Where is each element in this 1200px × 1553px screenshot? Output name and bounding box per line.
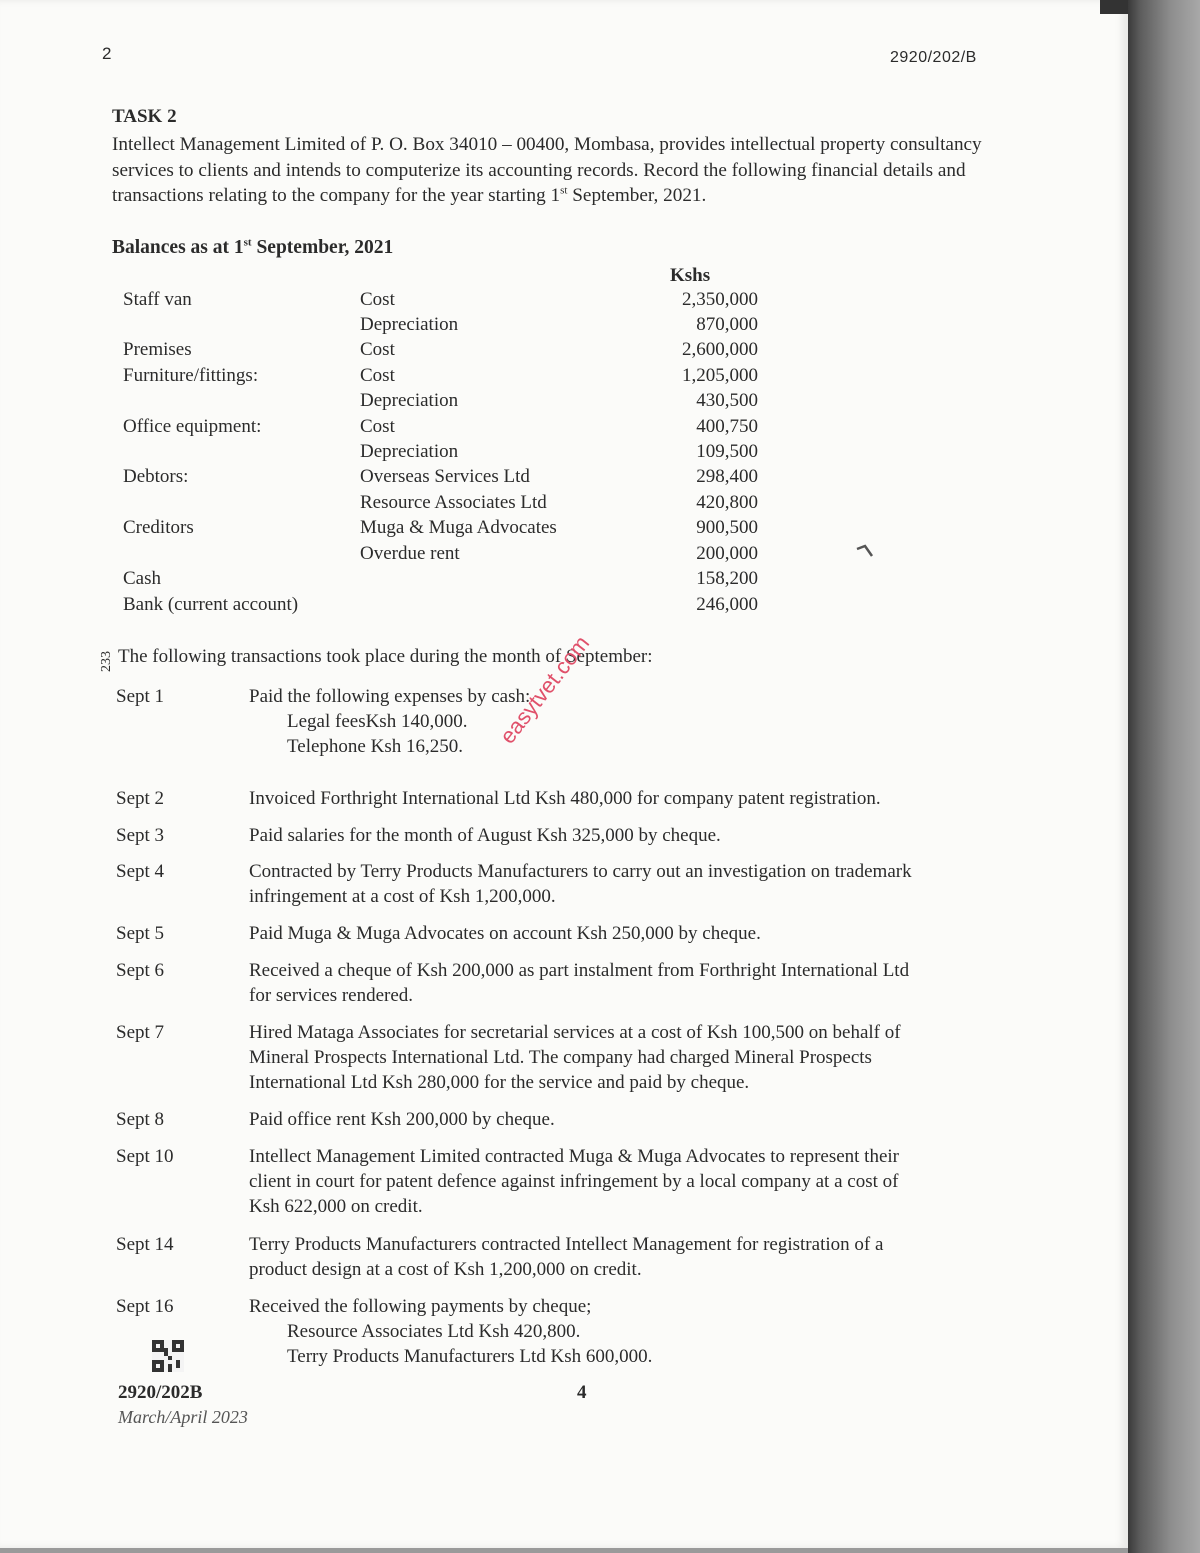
task-intro: Intellect Management Limited of P. O. Box 34010 – 00400, Mombasa, provides intellectual property consultancy services to clients and intends to computerize its accounting records. Record the following financial details and transactions relating to the company for the year starting 1st September, 2021. — [112, 134, 982, 206]
table-row: Creditors Muga & Muga Advocates 900,500 — [123, 517, 758, 538]
table-row: Furniture/fittings: Cost 1,205,000 — [123, 365, 758, 386]
table-row: Cash 158,200 — [123, 568, 758, 589]
table-row: Depreciation 430,500 — [360, 390, 758, 411]
transactions-intro: The following transactions took place during the month of September: — [118, 646, 653, 667]
balances-title: Balances as at 1st September, 2021 — [112, 236, 394, 258]
page-number: 2 — [102, 44, 112, 63]
task-title: TASK 2 — [112, 106, 177, 127]
table-row: Premises Cost 2,600,000 — [123, 339, 758, 360]
side-number: 233 — [99, 651, 114, 672]
pen-mark-icon — [856, 544, 874, 558]
table-row: Office equipment: Cost 400,750 — [123, 416, 758, 437]
footer-page-number: 4 — [577, 1382, 587, 1403]
table-row: Overdue rent 200,000 — [360, 543, 758, 564]
table-row: Depreciation 870,000 — [360, 314, 758, 335]
exam-session: March/April 2023 — [118, 1407, 248, 1427]
paper-code-header: 2920/202/B — [890, 49, 977, 66]
table-row: Bank (current account) 246,000 — [123, 594, 758, 615]
table-row: Debtors: Overseas Services Ltd 298,400 — [123, 466, 758, 487]
scan-edge-shadow — [1128, 0, 1200, 1553]
table-row: Depreciation 109,500 — [360, 441, 758, 462]
scan-edge-corner — [1100, 0, 1128, 14]
paper-code-footer: 2920/202B — [118, 1382, 203, 1403]
watermark: easytvet.com — [494, 630, 595, 749]
document-page: 2 2920/202/B TASK 2 Intellect Management Limited of P. O. Box 34010 – 00400, Mombasa, provides intellectual property consultancy services to clients and intends to computerize its accounting records. Record the following financial details and transactions relating to the company for the year starting 1st September, 2021. Balances as at 1st September, 2021 Kshs Staff van Cost 2,350,000 Depreciation 870,000 Premises Cost 2,600,000 Furniture/fittings: Cost 1,205,000 Depreciation 430,500 Office equipment: Cost 400,750 Depreciation 109,500 Debtors: Overseas Services Ltd 298,400 Resource Associates Ltd 420,800 Creditors Muga & Muga Advocates 900,500 Overdue rent 200,000 Cash 158,200 Bank (current account) 246,000 233 The following transactions took place during the month of September: Sept 1 Paid the following expenses by cash: Legal feesKsh 140,000. Telephone Ksh 16,250. Sept 2 Invoiced Forthright International Ltd Ksh 480,000 for company patent registration. Sept 3 Paid salaries for the month of August Ksh 325,000 by cheque. Sept 4 Contracted by Terry Products Manufacturers to carry out an investigation on trademark infringement at a cost of Ksh 1,200,000. Sept 5 Paid Muga & Muga Advocates on account Ksh 250,000 by cheque. Sept 6 Received a cheque of Ksh 200,000 as part instalment from Forthright International Ltd for services rendered. Sept 7 Hired Mataga Associates for secretarial services at a cost of Ksh 100,500 on behalf of Mineral Prospects International Ltd. The company had charged Mineral Prospects International Ltd Ksh 280,000 for the service and paid by cheque. Sept 8 Paid office rent Ksh 200,000 by cheque. Sept 10 Intellect Management Limited contracted Muga & Muga Advocates to represent their client in court for patent defence against infringement by a local company at a cost of Ksh 622,000 on credit. Sept 14 Terry Products Manufacturers contracted Intellect Management for registration of a product design at a cost of Ksh 1,200,000 on credit. Sept 16 Received the following payments by cheque; Resource Associates Ltd Ksh 420,800. Terry Products Manufacturers Ltd Ksh 600,000. easytvet.com 2920/202B March/April 2023 4 — [0, 0, 1128, 1548]
currency-header: Kshs — [670, 265, 711, 286]
qr-code-icon — [152, 1340, 184, 1372]
table-row: Resource Associates Ltd 420,800 — [360, 492, 758, 513]
table-row: Staff van Cost 2,350,000 — [123, 289, 758, 310]
